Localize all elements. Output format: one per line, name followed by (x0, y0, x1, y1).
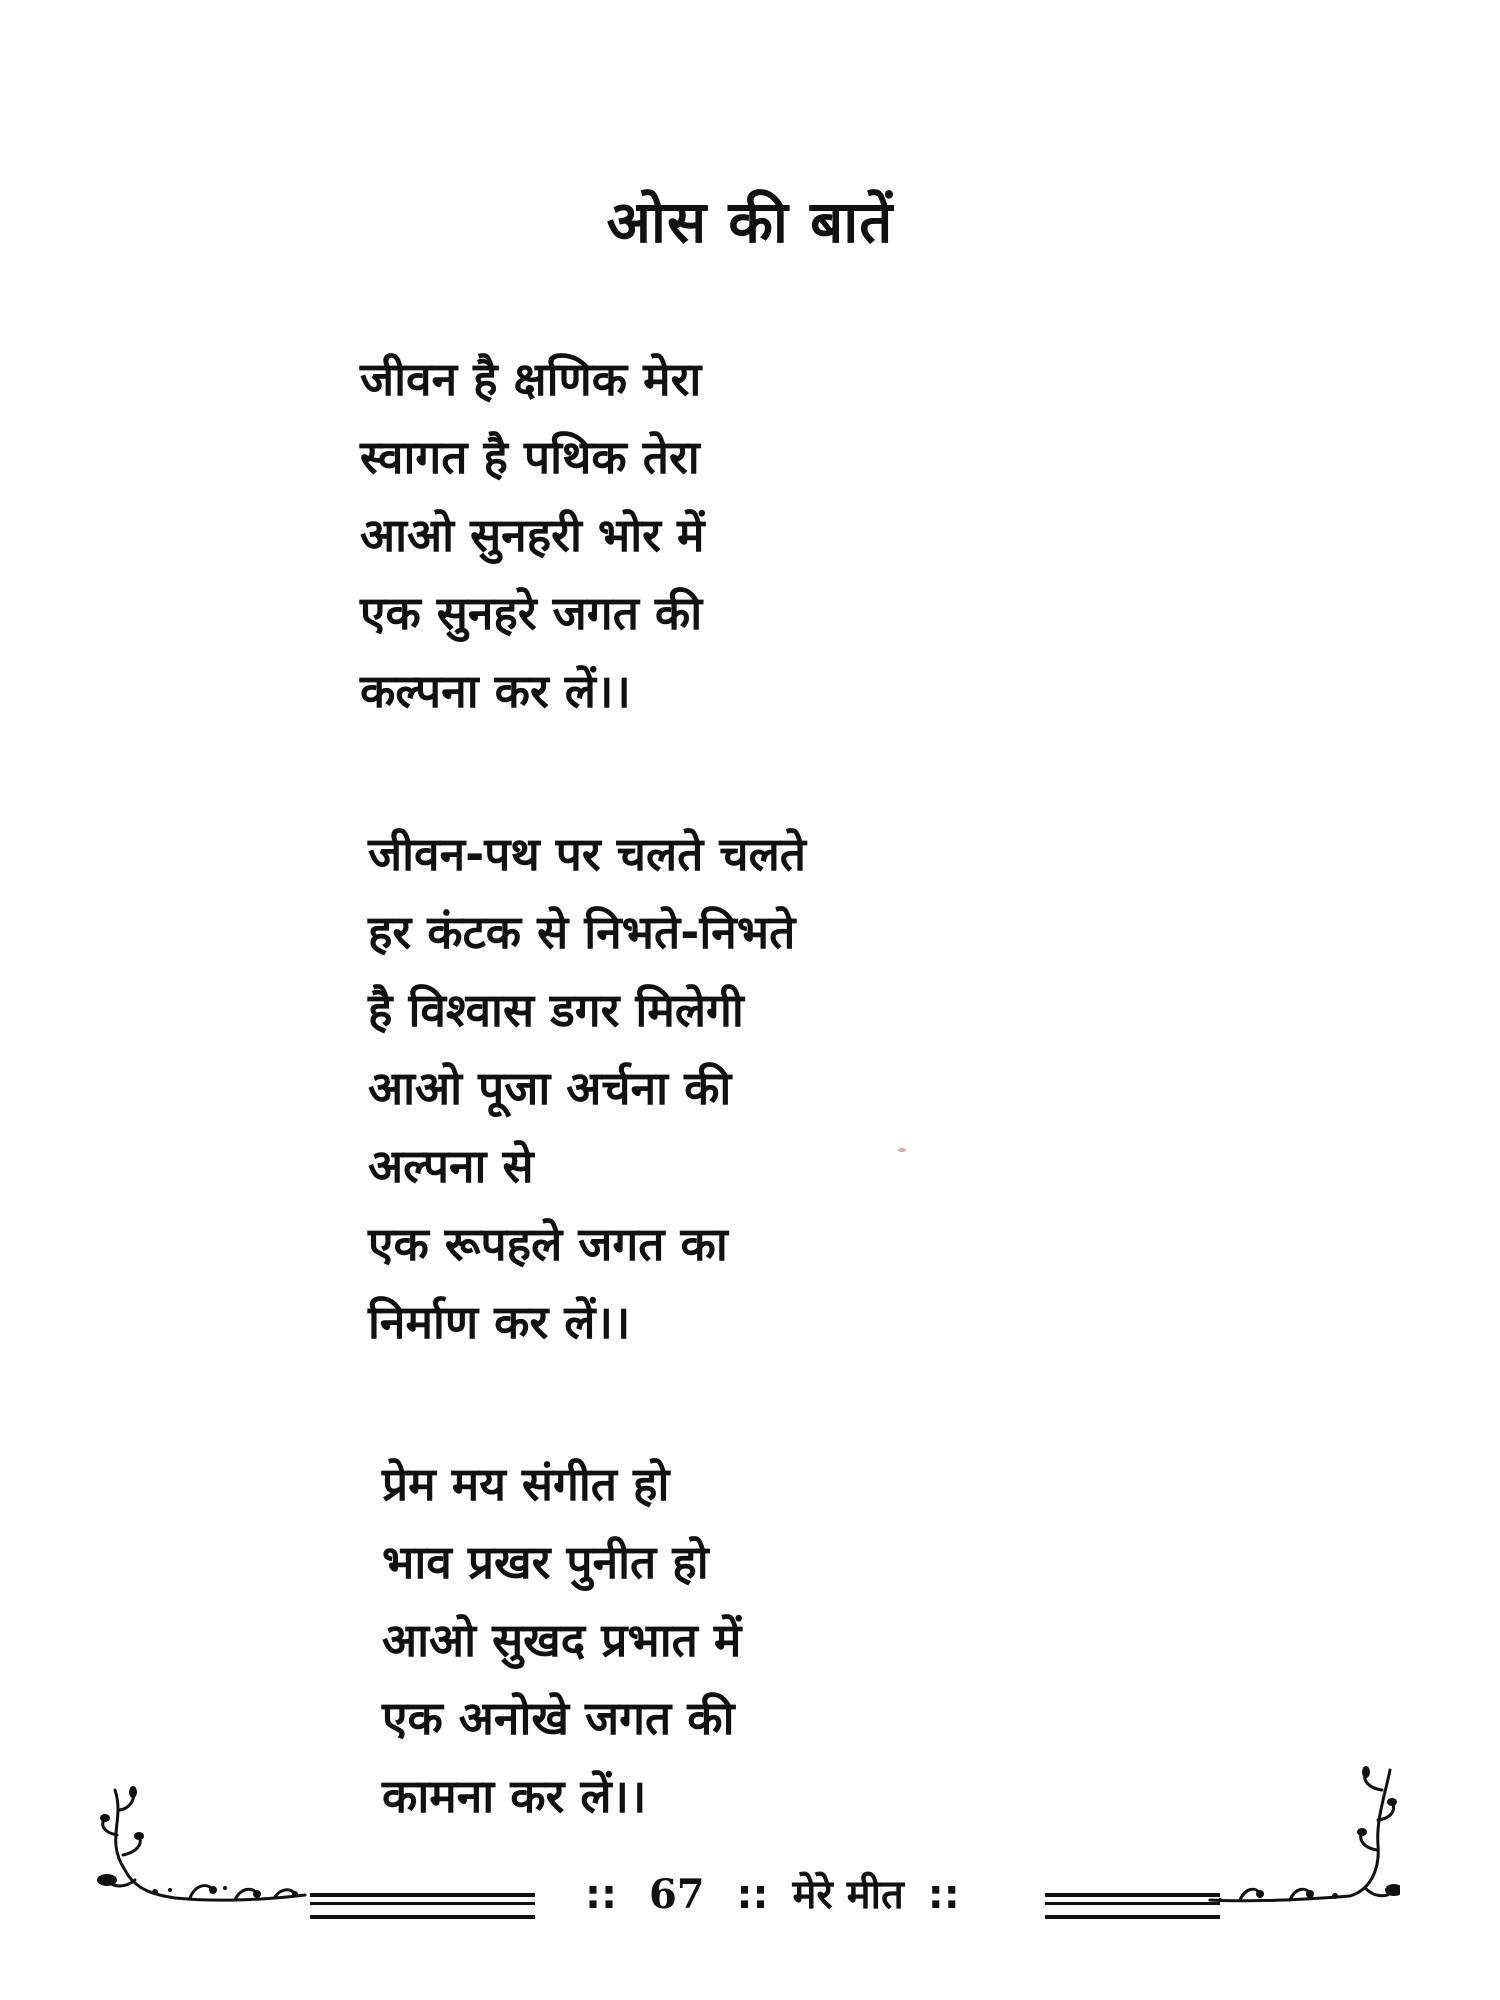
poem-line: कल्पना कर लें।। (360, 664, 631, 718)
poem-line: आओ सुनहरी भोर में (360, 508, 705, 562)
poem-line: जीवन है क्षणिक मेरा (360, 352, 702, 406)
book-title: मेरे मीत (792, 1872, 904, 1918)
poem-line: अल्पना से (368, 1139, 534, 1193)
footer-rule-right (1045, 1893, 1220, 1919)
poem-line: आओ पूजा अर्चना की (368, 1061, 732, 1115)
stanza-2 (368, 815, 806, 1361)
poem-line: स्वागत है पथिक तेरा (360, 430, 700, 484)
poem-line: एक रूपहले जगत का (368, 1217, 728, 1271)
poem-title: ओस की बातें (606, 188, 894, 256)
stanza-1 (360, 340, 704, 730)
footer-separator: :: (585, 1872, 617, 1918)
poem-line: कामना कर लें।। (382, 1769, 647, 1823)
stanza-3 (382, 1445, 741, 1835)
poem-line: निर्माण कर लें।। (368, 1295, 631, 1349)
footer-text (575, 1865, 975, 1920)
poem-line: प्रेम मय संगीत हो (382, 1457, 670, 1511)
poem-line: है विश्वास डगर मिलेगी (368, 983, 744, 1037)
poem-line: भाव प्रखर पुनीत हो (382, 1535, 709, 1589)
poem-line: हर कंटक से निभते-निभते (368, 905, 796, 959)
poem-line: आओ सुखद प्रभात में (382, 1613, 742, 1667)
poem-line: एक सुनहरे जगत की (360, 586, 703, 640)
footer-separator: :: (927, 1872, 960, 1918)
paper-speck (898, 1148, 906, 1152)
page-number: 67 (648, 1871, 705, 1918)
footer-rule-left (310, 1893, 535, 1919)
footer-separator: :: (736, 1872, 769, 1918)
page-footer (0, 1855, 1500, 1935)
poem-line: एक अनोखे जगत की (382, 1691, 735, 1745)
poem-line: जीवन-पथ पर चलते चलते (368, 827, 806, 881)
